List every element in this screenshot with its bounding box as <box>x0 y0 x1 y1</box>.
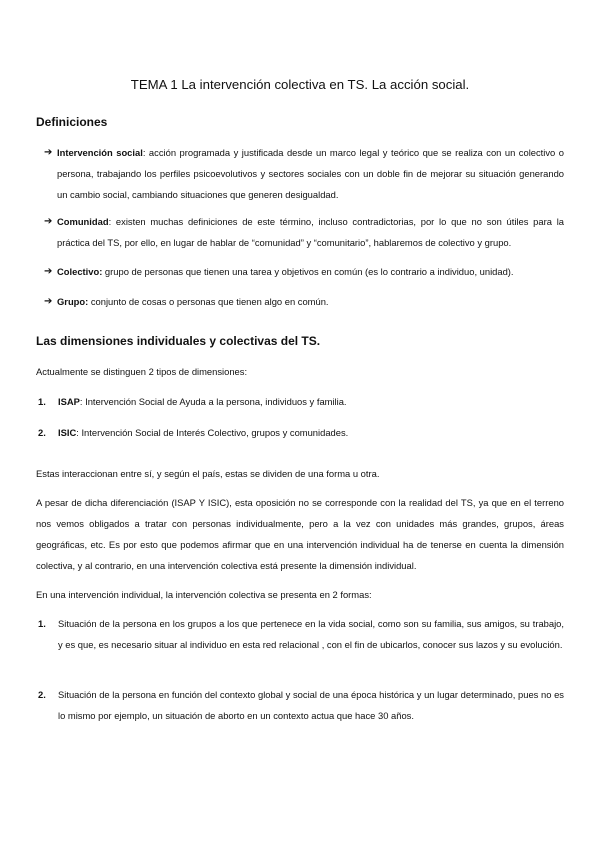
definition-item <box>44 261 564 282</box>
list-number: 1. <box>38 396 46 407</box>
definition-text: : acción programada y justificada desde un marco legal y teórico que se realiza con un colectivo o persona, trabajando los perfiles psicoevolutivos y sectores sociales con un doble fin de mejorar su situación generando un cambio social, cambiando situaciones que generen desigualdad. <box>57 147 564 200</box>
arrow-right-icon: ➔ <box>44 266 53 277</box>
form-text: Situación de la persona en los grupos a los que pertenece en la vida social, como son su familia, sus amigos, su trabajo, y es que, es necesario situar al individuo en esta red relacional , con el fin de ubicarlos, conocer sus lazos y su evolución. <box>58 618 564 650</box>
dimension-text: : Intervención Social de Ayuda a la persona, individuos y familia. <box>79 396 347 407</box>
list-number: 2. <box>38 427 46 438</box>
definition-text: : existen muchas definiciones de este término, incluso contradictorias, por lo que no son útiles para la práctica del TS, por ello, en lugar de hablar de “comunidad” y “comunitario”, hablaremos de colectivo y grupo. <box>57 216 564 248</box>
list-number: 1. <box>38 618 46 629</box>
dimension-type-item <box>38 422 564 443</box>
dimension-term: ISAP <box>58 396 80 407</box>
definition-term: Comunidad <box>57 216 109 227</box>
arrow-right-icon: ➔ <box>44 147 53 158</box>
form-item <box>38 613 564 655</box>
definition-text: conjunto de cosas o personas que tienen algo en común. <box>88 296 329 307</box>
paragraph: A pesar de dicha diferenciación (ISAP Y ISIC), esta oposición no se corresponde con la realidad del TS, ya que en el terreno nos vemos obligados a tratar con personas individualmente, pero a la vez con unidades más grandes, grupos, áreas geográficas, etc. Es por esto que podemos afirmar que en una intervención individual ha de tenerse en cuenta la dimensión colectiva, y al contrario, en una intervención colectiva está presente la dimensión individual. <box>36 497 564 571</box>
arrow-right-icon: ➔ <box>44 216 53 227</box>
arrow-right-icon: ➔ <box>44 296 53 307</box>
form-item <box>38 684 564 726</box>
paragraph: En una intervención individual, la intervención colectiva se presenta en 2 formas: <box>36 589 372 600</box>
page-title: TEMA 1 La intervención colectiva en TS. La acción social. <box>130 77 470 92</box>
definition-term: Colectivo: <box>57 266 103 277</box>
definition-term: Grupo: <box>57 296 89 307</box>
definition-item <box>44 291 564 312</box>
definition-text: grupo de personas que tienen una tarea y objetivos en común (es lo contrario a individuo, unidad). <box>102 266 514 277</box>
definition-term: Intervención social <box>57 147 143 158</box>
definition-item <box>44 211 564 253</box>
section-heading-dimensions: Las dimensiones individuales y colectivas del TS. <box>36 334 321 348</box>
form-text: Situación de la persona en función del contexto global y social de una época histórica y un lugar determinado, pues no es lo mismo por ejemplo, un situación de aborto en un contexto actua que hace 30 años. <box>58 689 564 721</box>
dimension-type-item <box>38 391 564 412</box>
paragraph: Estas interaccionan entre sí, y según el país, estas se dividen de una forma u otra. <box>36 468 380 479</box>
dimension-term: ISIC <box>58 427 77 438</box>
list-number: 2. <box>38 689 46 700</box>
intro-paragraph: Actualmente se distinguen 2 tipos de dimensiones: <box>36 366 248 377</box>
dimension-text: : Intervención Social de Interés Colectivo, grupos y comunidades. <box>76 427 349 438</box>
definition-item <box>44 142 564 205</box>
section-heading-definitions: Definiciones <box>36 115 108 129</box>
